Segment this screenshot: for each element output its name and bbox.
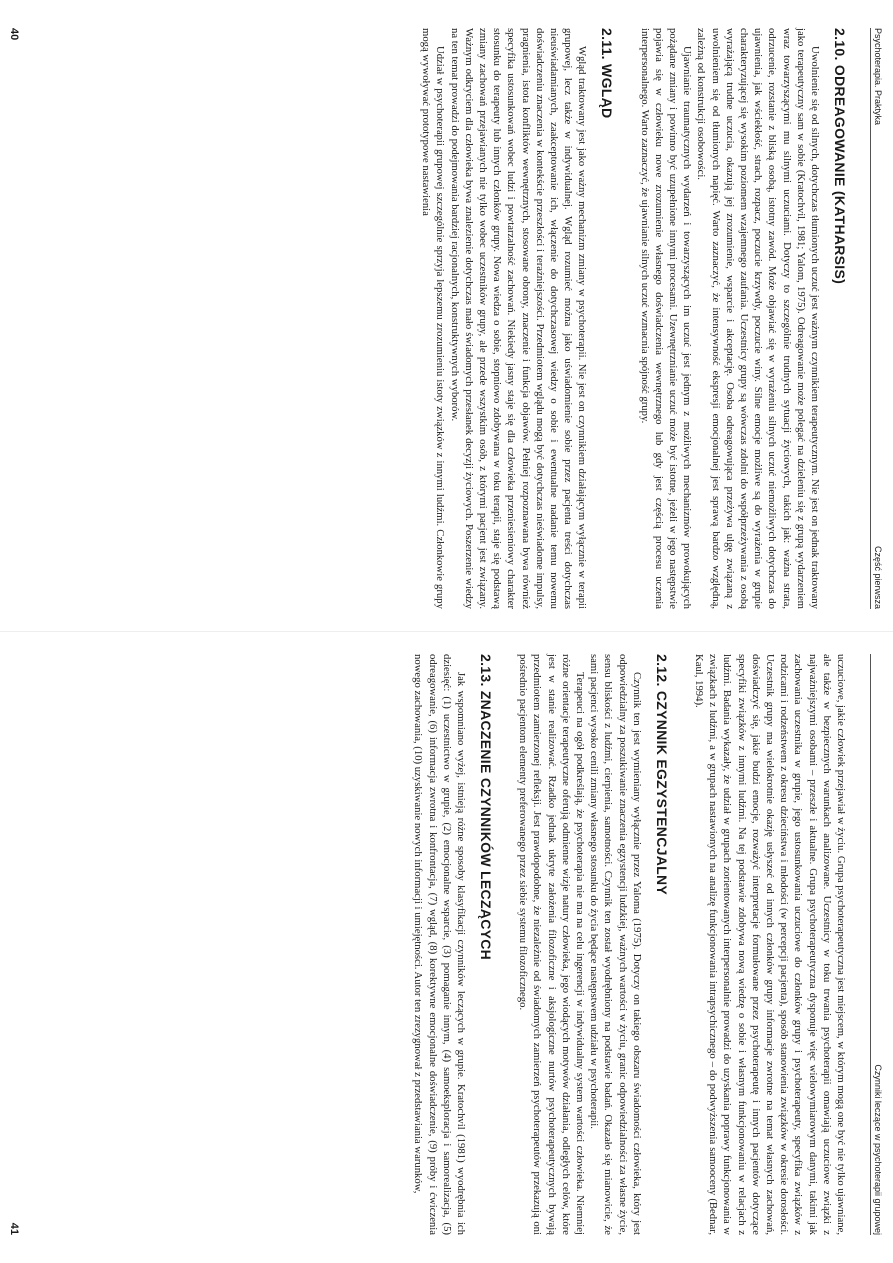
paragraph: Terapeuci na ogół podkreślają, że psychoterapia nie ma na celu ingerencji w indywidualny system wartości człowieka. Niemniej różne orientacje terapeutyczne oferują odmienne wizje natury człowieka, jego wiodących motywów działania, odległych celów, które jest w stanie realizować. Rzadko jednak ukryte założenia filozoficzne i aksjologiczne nurtów psychoterapeutycznych bywają przedmiotem zamierzonej refleksji. Jest prawdopodobne, że niezależnie od świadomych zamierzeń psychoterapeutów przekazują oni pośrednio pacjentom elementy preferowanego przez siebie systemu filozoficznego. [517,654,586,1235]
section-czynnik-egzystencjalny [516,654,670,1235]
paragraph: uczuciowe, jakie człowiek przejawiał w życiu. Grupa psychoterapeutyczna jest miejscem, w którym mogą one być nie tylko ujawniane, ale także w bezpiecznych warunkach analizowane. Uczestnicy w toku trwania psychoterapii omawiają uczuciowe związki z najważniejszymi osobami – przeszłe i aktualne. Grupa psychoterapeutyczna dysponuje więc wielowymiarowym danymi, takimi jak zachowania uczestnika w grupie, jego ustosunkowania uczuciowe do członków grupy i psychoterapeuty, specyfika związków z rodzicami i rodzeństwem z okresu dzieciństwa i młodości (w percepcji pacjenta), sposób stanowienia związków w okresie dorosłości. Uczestnik grupy ma wielokrotnie okazję usłyszeć od innych członków grupy informacje zwrotne na temat własnych zachowań, doświadczyć się, jakie budzi emocje, rozważyć interpretacje formułowane przez psychoterapeutę i innych pacjentów dotyczące specyfiki związków z innymi ludźmi. Na tej podstawie zdobywa nową wiedzę o sobie i własnym funkcjonowaniu w relacjach z ludźmi. Badania wykazały, że udział w grupach zorientowanych interpersonalnie prowadzi do uzyskania poprawy funkcjonowania w związkach z ludźmi, a w grupach nastawionych na analizę funkcjonowania intrapsychicznego – do podwyższenia samooceny (Bednar, Kaul, 1994). [692,654,847,1235]
paragraph: Uwolnienie się od silnych, dotychczas tłumionych uczuć jest ważnym czynnikiem terapeutycznym. Nie jest on jednak traktowany jako terapeutyczny sam w sobie (Kratochvil, 1981; Yalom, 1975). Odreagowanie może polegać na dzieleniu się z grupą wydarzeniem wraz towarzyszącymi mu silnymi uczuciami. Dotyczy to szczególnie trudnych sytuacji życiowych, takich jak: ważna strata, odrzucenie, rozstanie z bliską osobą, istotny zawód. Może objawiać się w wyrażeniu silnych uczuć niemożliwych dotychczas do ujawnienia, jak wściekłość, strach, rozpacz, poczucie krzywdy, poczucie winy. Silne emocje możliwe są do wyrażenia w grupie charakteryzującej się wysokim poziomem wzajemnego zaufania. Uczestnicy grupy są wówczas zdolni do współprzeżywania z osobą wyrażającą trudne uczucia, okazują jej zrozumienie, wsparcie i akceptację. Osoba odreagowująca przeżywa ulgę związaną z uwolnieniem się od tłumionych napięć. Warto zaznaczyć, że intensywność ekspresji emocjonalnej jest sprawą bardzo względną, zależną od konstrukcji osobowości. [695,28,821,609]
paragraph: Czynnik ten jest wymieniany wyłącznie przez Yaloma (1975). Dotyczy on takiego obszaru świadomości człowieka, który jest odpowiedzialny za poszukiwanie znaczenia egzystencji ludzkiej, ważnych wartości w życiu, granic odpowiedzialności za własne życie, sensu bliskości z ludźmi, cierpienia, samotności. Czynnik ten został wyodrębniony na podstawie badań. Okazało się mianowicie, że sami pacjenci wysoko cenili zmiany własnego stosunku do życia będące następstwem udziału w psychoterapii. [588,654,643,1235]
section-heading: 2.12. CZYNNIK EGZYSTENCJALNY [653,654,670,895]
running-head-part: Część pierwsza [873,545,883,609]
running-head-title: Psychoterapia. Praktyka [873,28,883,126]
paragraph: Udział w psychoterapii grupowej szczególnie sprzyja lepszemu zrozumieniu istoty związków z innymi ludźmi. Członkowie grupy mogą wywoływać prototypowe nastawienia [420,28,447,609]
section-znaczenie-czynnikow [411,654,494,1235]
running-head [870,654,883,1235]
right-page [0,632,893,1263]
paragraph: Jak wspomniano wyżej, istnieją różne sposoby klasyfikacji czynników leczących w grupie. Kratochvil (1981) wyodrębnia ich dziesięć: (1) uczestnictwo w grupie, (2) emocjonalne wsparcie, (3) pomaganie innym, (4) samoeksploracja i samorealizacja, (5) odreagowanie, (6) informacja zwrotna i konfrontacja, (7) wgląd, (8) korektywne emocjonalne doświadczenie, (9) próby i ćwiczenia nowego zachowania, (10) uzyskiwanie nowych informacji i umiejętności. Autor ten zrezygnował z przedstawiania warunków, [412,654,467,1235]
running-head-title: Czynniki leczące w psychoterapii grupowej [873,1064,883,1235]
running-head [870,28,883,609]
section-heading: 2.13. ZNACZENIE CZYNNIKÓW LECZĄCYCH [477,654,494,961]
page-number: 41 [8,1222,20,1235]
section-heading: 2.10. ODREAGOWANIE (KATHARSIS) [832,28,848,285]
section-heading: 2.11. WGLĄD [599,28,616,119]
section-katharsis [637,28,848,609]
paragraph: Wgląd traktowany jest jako ważny mechanizm zmiany w psychoterapii. Nie jest on czynnikiem działającym wyłącznie w terapii grupowej, lecz także w indywidualnej. Wgląd rozumieć można jako uświadomienie sobie przez pacjenta treści dotychczas nieuświadamianych, zaakceptowanie ich, włączenie do dotychczasowej wiedzy o sobie i ewentualne nadanie temu nowemu doświadczeniu znaczenia w kontekście przeszłości i teraźniejszości. Przedmiotem wglądu mogą być dotychczas nieświadome impulsy, pragnienia, istota konfliktów wewnętrznych, stosowane obrony, znaczenie i funkcja objawów. Pełniej rozpoznawana bywa również specyfika ustosunkowań wobec ludzi i powtarzalność zachowań. Niekiedy jasny staje się dla człowieka przeniesieniowy charakter stosunku do terapeuty lub innych członków grupy. Nowa wiedza o sobie, stopniowo zdobywana w toku terapii, staje się podstawą zmiany zachowań przejawianych nie tylko wobec uczestników grupy, ale przede wszystkim osób, z którymi pacjent jest związany. Ważnym odkryciem dla człowieka bywa znalezienie dotychczas mało świadomych przesłanek decyzji życiowych. Poszerzenie wiedzy na ten temat prowadzi do podejmowania bardziej racjonalnych, konstruktywnych wyborów. [448,28,589,609]
page-number: 40 [8,28,20,41]
paragraph: Ujawnianie traumatycznych wydarzeń i towarzyszących im uczuć jest jednym z możliwych mechanizmów prowokujących pożądane zmiany i powinno być uzupełnione innymi procesami. Uzewnętrznianie uczuć może być istotne, jeżeli w jego następstwie pojawia się w człowieku nowe zrozumienie własnego doświadczenia wewnętrznego lub gdy jest częścią procesu uczenia interpersonalnego. Warto zaznaczyć, że ujawnianie silnych uczuć wzmacnia spójność grupy. [638,28,694,609]
continuation-text [692,654,848,1235]
section-wglad [419,28,615,609]
left-page [0,0,893,631]
